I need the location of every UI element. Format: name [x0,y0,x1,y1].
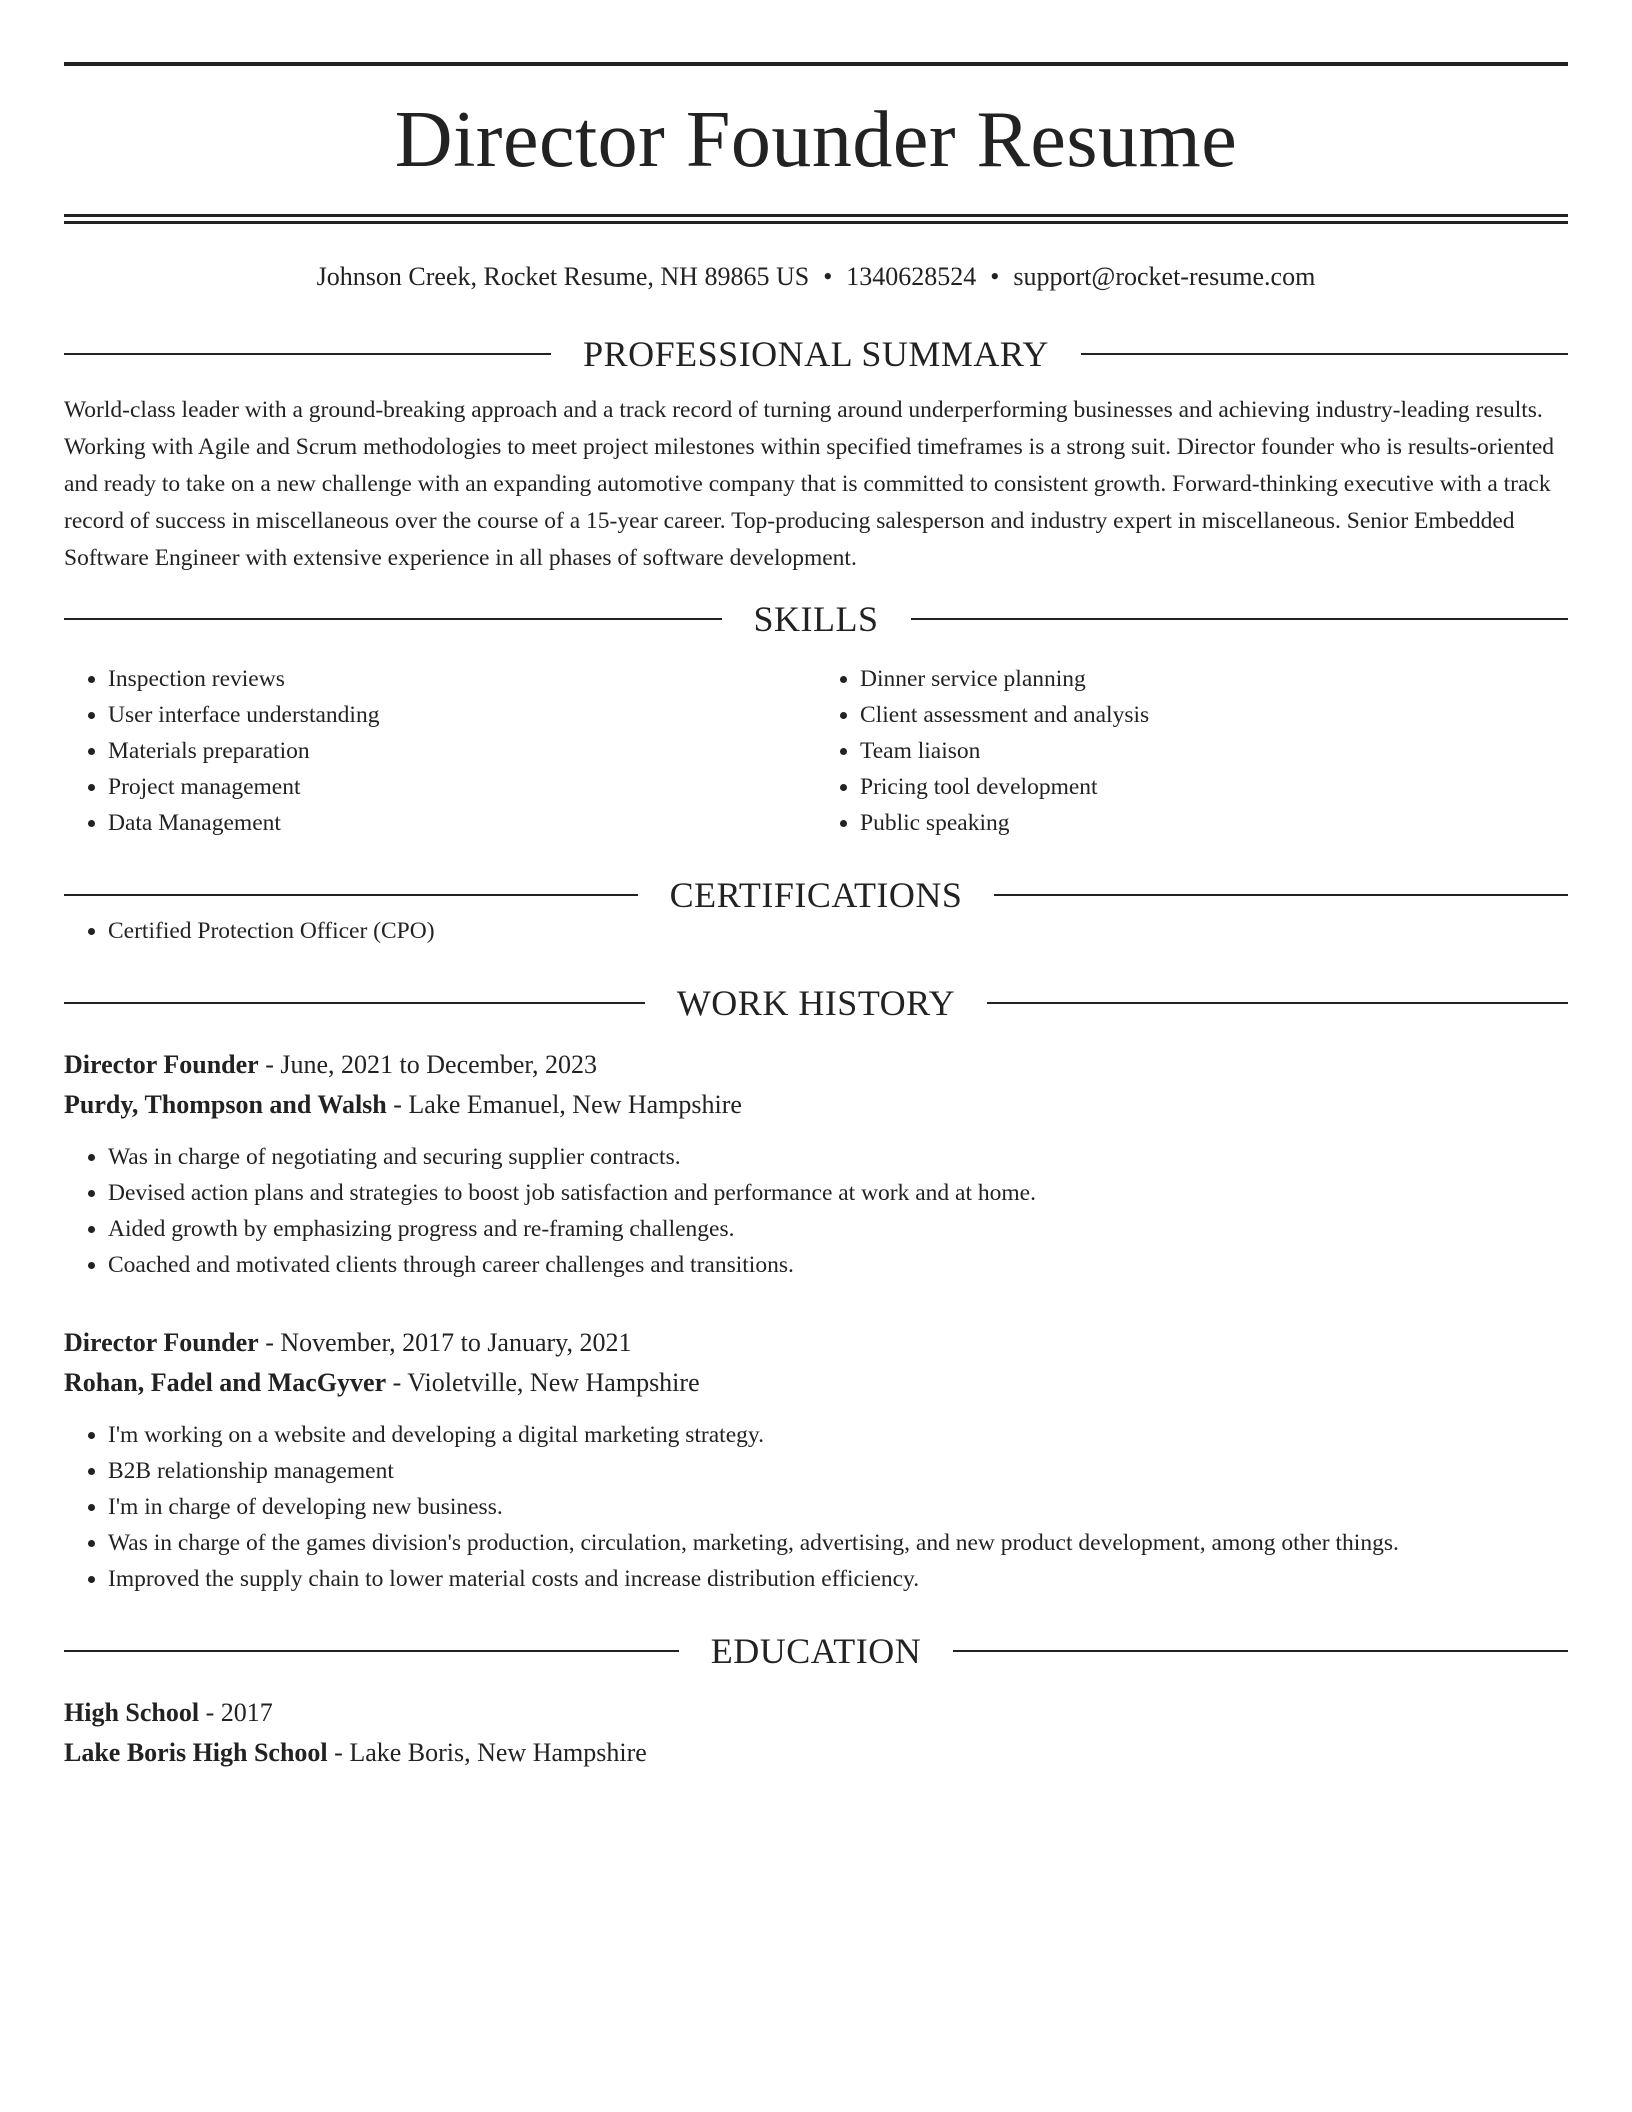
job-location: - Lake Emanuel, New Hampshire [386,1089,742,1119]
summary-text: World-class leader with a ground-breaking approach and a track record of turning around underperforming businesses and achieving industry-leading results. Working with Agile and Scrum methodologies to meet project milestones within specified timeframes is a strong suit. Director founder who is results-oriented and ready to take on a new challenge with an expanding automotive company that is committed to consistent growth. Forward-thinking executive with a track record of success in miscellaneous over the course of a 15-year career. Top-producing salesperson and industry expert in miscellaneous. Senior Embedded Software Engineer with extensive experience in all phases of software development. [64,397,1555,571]
section-rule-left [64,894,638,896]
section-title-education: EDUCATION [710,1630,922,1671]
contact-phone: 1340628524 [846,262,977,291]
skills-column-right [816,661,1568,841]
job-bullet: • B2B relationship management [108,1453,1568,1489]
resume-title: Director Founder Resume [394,96,1238,184]
job-location: - Violetville, New Hampshire [386,1367,700,1397]
job-entry [64,1045,1568,1283]
education-school-line [64,1733,1568,1773]
section-title-summary: PROFESSIONAL SUMMARY [583,334,1049,374]
skill-item: • Project management [108,769,816,805]
section-header-summary [64,336,1568,372]
section-header-certifications [64,874,1568,915]
job-role-line [64,1323,1568,1363]
job-bullet: • I'm in charge of developing new business. [108,1489,1568,1525]
contact-line [64,264,1568,290]
section-header-skills [64,598,1568,639]
section-rule-right [994,894,1568,896]
education-school: Lake Boris High School [64,1737,328,1767]
education-entry [64,1693,1568,1773]
job-bullets [64,1417,1568,1597]
section-rule-right [987,1002,1568,1004]
job-dates: - June, 2021 to December, 2023 [258,1049,598,1079]
job-dates: - November, 2017 to January, 2021 [258,1327,632,1357]
section-title-skills: SKILLS [753,598,879,639]
job-company: Rohan, Fadel and MacGyver [64,1367,387,1397]
section-rule-left [64,1650,679,1652]
job-bullet: • Was in charge of negotiating and securing supplier contracts. [108,1139,1568,1175]
section-rule-left [64,1002,645,1004]
certification-item: • Certified Protection Officer (CPO) [108,913,1568,949]
section-rule-left [64,618,722,620]
job-role: Director Founder [64,1327,259,1357]
job-bullet: • I'm working on a website and developing a digital marketing strategy. [108,1417,1568,1453]
job-entry [64,1323,1568,1597]
section-title-certifications: CERTIFICATIONS [669,874,963,915]
skill-item: • Materials preparation [108,733,816,769]
skill-item: • User interface understanding [108,697,816,733]
education-year: - 2017 [199,1697,273,1727]
skills-column-left [64,661,816,841]
job-bullet: • Improved the supply chain to lower material costs and increase distribution efficiency. [108,1561,1568,1597]
job-company: Purdy, Thompson and Walsh [64,1089,387,1119]
education-degree-line [64,1693,1568,1733]
job-bullet: • Was in charge of the games division's production, circulation, marketing, advertising, and new product development, among other things. [108,1525,1568,1561]
job-bullet: • Aided growth by emphasizing progress and re-framing challenges. [108,1211,1568,1247]
skill-item: • Dinner service planning [860,661,1568,697]
job-company-line [64,1363,1568,1403]
skills-list [64,661,1568,841]
skill-item: • Data Management [108,805,816,841]
skill-item: • Pricing tool development [860,769,1568,805]
section-header-education [64,1630,1568,1671]
section-title-work: WORK HISTORY [676,982,956,1023]
skill-item: • Inspection reviews [108,661,816,697]
contact-separator: • [990,262,1000,291]
skill-item: • Team liaison [860,733,1568,769]
section-rule-right [911,618,1569,620]
job-role: Director Founder [64,1049,259,1079]
certifications-list [64,913,1568,949]
job-company-line [64,1085,1568,1125]
job-role-line [64,1045,1568,1085]
section-header-work [64,982,1568,1023]
job-bullet: • Coached and motivated clients through career challenges and transitions. [108,1247,1568,1283]
title-double-rule [64,214,1568,224]
job-bullets [64,1139,1568,1283]
contact-email: support@rocket-resume.com [1013,262,1316,291]
education-degree: High School [64,1697,200,1727]
skill-item: • Client assessment and analysis [860,697,1568,733]
section-rule-right [953,1650,1568,1652]
contact-address: Johnson Creek, Rocket Resume, NH 89865 US [316,262,810,291]
job-bullet: • Devised action plans and strategies to boost job satisfaction and performance at work and at home. [108,1175,1568,1211]
section-rule-left [64,353,551,355]
skill-item: • Public speaking [860,805,1568,841]
contact-separator: • [823,262,833,291]
section-rule-right [1081,353,1568,355]
education-location: - Lake Boris, New Hampshire [327,1737,647,1767]
top-rule [64,62,1568,66]
